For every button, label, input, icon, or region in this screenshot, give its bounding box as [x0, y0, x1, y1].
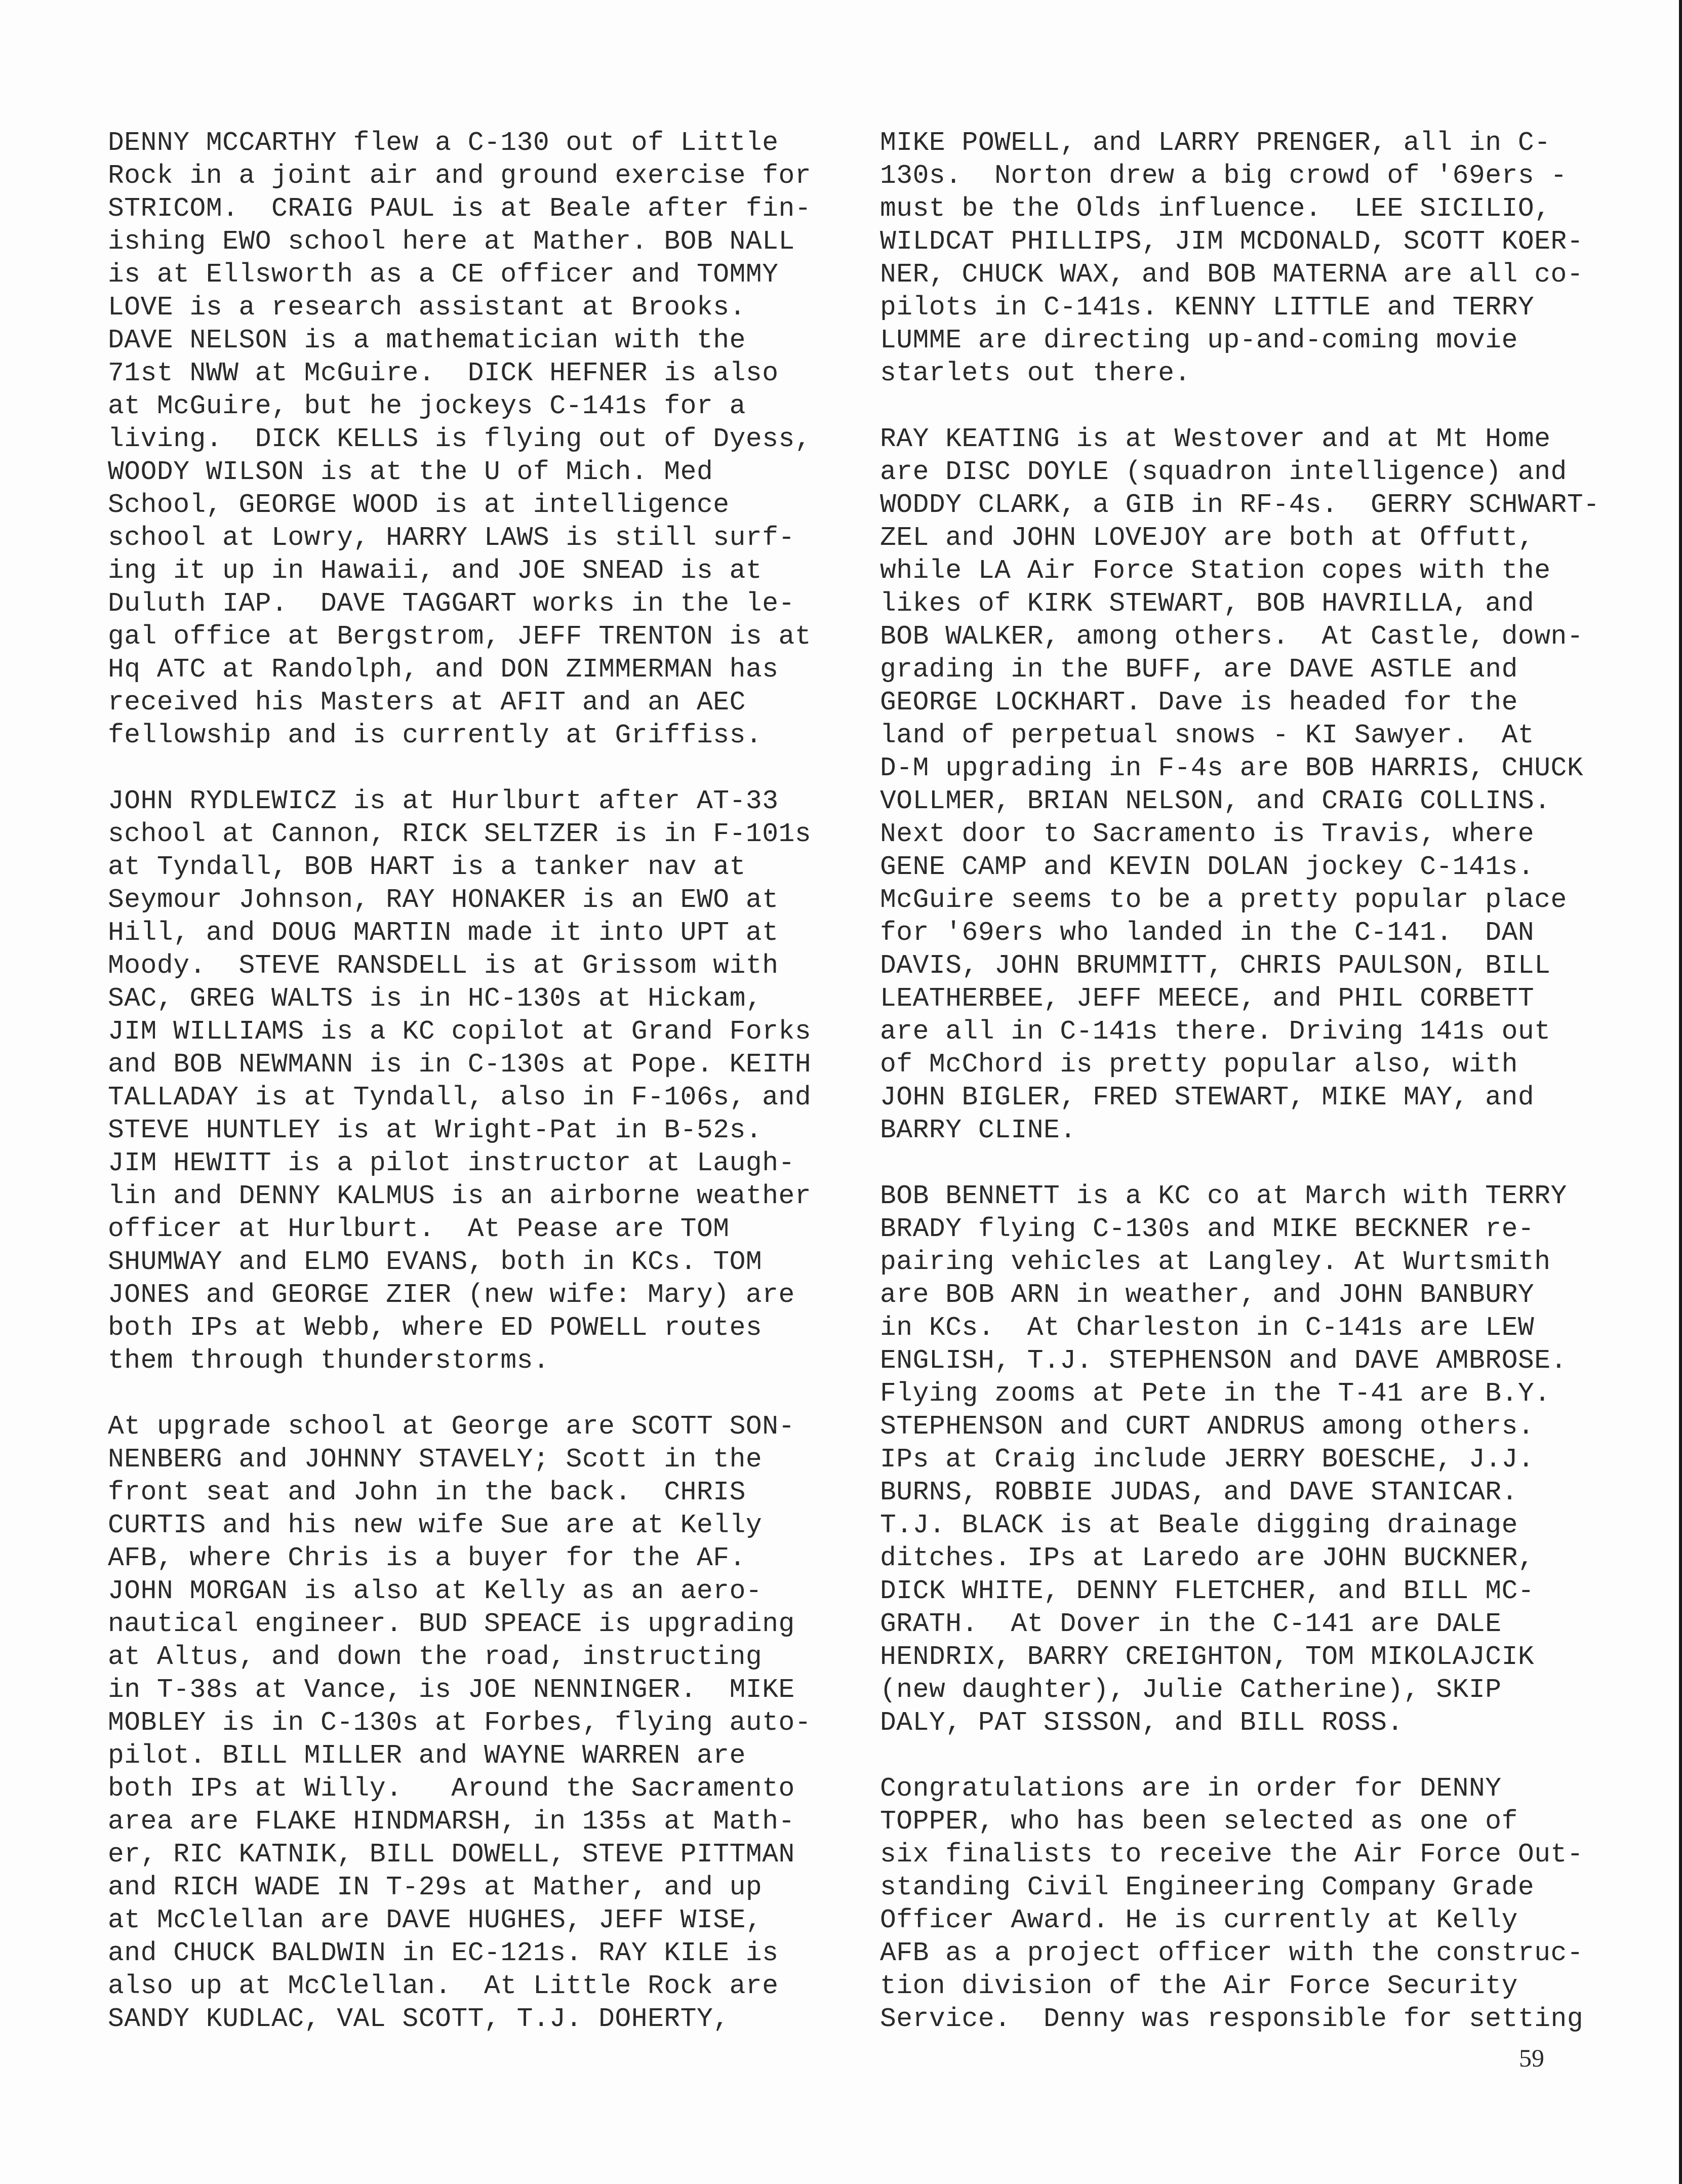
text-line: and BOB NEWMANN is in C-130s at Pope. KEITH [108, 1049, 812, 1080]
text-line: Duluth IAP. DAVE TAGGART works in the le- [108, 588, 795, 619]
text-line: standing Civil Engineering Company Grade [880, 1872, 1535, 1902]
text-line: JOHN BIGLER, FRED STEWART, MIKE MAY, and [880, 1082, 1535, 1113]
text-line: ENGLISH, T.J. STEPHENSON and DAVE AMBROSE. [880, 1345, 1567, 1376]
text-line: pairing vehicles at Langley. At Wurtsmith [880, 1247, 1551, 1277]
text-line: LUMME are directing up-and-coming movie [880, 325, 1518, 355]
text-line: and RICH WADE IN T-29s at Mather, and up [108, 1872, 763, 1902]
text-line: T.J. BLACK is at Beale digging drainage [880, 1510, 1518, 1540]
text-line: JIM WILLIAMS is a KC copilot at Grand Forks [108, 1016, 812, 1047]
text-line: ishing EWO school here at Mather. BOB NALL [108, 226, 795, 257]
text-line: 71st NWW at McGuire. DICK HEFNER is also [108, 358, 779, 388]
text-line: DAVIS, JOHN BRUMMITT, CHRIS PAULSON, BILL [880, 950, 1551, 981]
text-line: school at Cannon, RICK SELTZER is in F-101s [108, 819, 812, 849]
text-line: (new daughter), Julie Catherine), SKIP [880, 1675, 1502, 1705]
text-line: are BOB ARN in weather, and JOHN BANBURY [880, 1280, 1535, 1310]
text-line: TALLADAY is at Tyndall, also in F-106s, and [108, 1082, 812, 1113]
text-line: BRADY flying C-130s and MIKE BECKNER re- [880, 1214, 1535, 1244]
text-line: Hq ATC at Randolph, and DON ZIMMERMAN has [108, 654, 779, 685]
text-line: BOB WALKER, among others. At Castle, down- [880, 621, 1584, 652]
text-line: D-M upgrading in F-4s are BOB HARRIS, CHUCK [880, 753, 1584, 783]
paragraph [880, 423, 1599, 1147]
text-line: VOLLMER, BRIAN NELSON, and CRAIG COLLINS. [880, 786, 1551, 816]
text-line: Seymour Johnson, RAY HONAKER is an EWO at [108, 885, 779, 915]
text-line: grading in the BUFF, are DAVE ASTLE and [880, 654, 1518, 685]
paragraph [880, 127, 1599, 390]
text-line: officer at Hurlburt. At Pease are TOM [108, 1214, 730, 1244]
text-line: WOODY WILSON is at the U of Mich. Med [108, 457, 713, 487]
text-line: in KCs. At Charleston in C-141s are LEW [880, 1313, 1535, 1343]
text-line: starlets out there. [880, 358, 1191, 388]
text-line: LOVE is a research assistant at Brooks. [108, 292, 746, 323]
text-line: must be the Olds influence. LEE SICILIO, [880, 193, 1551, 224]
text-line: MOBLEY is in C-130s at Forbes, flying auto- [108, 1708, 812, 1738]
text-line: school at Lowry, HARRY LAWS is still surf- [108, 523, 795, 553]
text-line: SANDY KUDLAC, VAL SCOTT, T.J. DOHERTY, [108, 2004, 730, 2034]
text-line: TOPPER, who has been selected as one of [880, 1806, 1518, 1837]
text-line: are DISC DOYLE (squadron intelligence) and [880, 457, 1567, 487]
text-line: BOB BENNETT is a KC co at March with TERRY [880, 1181, 1567, 1211]
text-line: land of perpetual snows - KI Sawyer. At [880, 720, 1535, 750]
page-edge [1679, 0, 1682, 2184]
text-line: Moody. STEVE RANSDELL is at Grissom with [108, 950, 779, 981]
text-line: at Altus, and down the road, instructing [108, 1642, 763, 1672]
text-line: JONES and GEORGE ZIER (new wife: Mary) are [108, 1280, 795, 1310]
text-line: six finalists to receive the Air Force Out- [880, 1839, 1584, 1870]
text-line: likes of KIRK STEWART, BOB HAVRILLA, and [880, 588, 1535, 619]
text-line: WILDCAT PHILLIPS, JIM MCDONALD, SCOTT KOER- [880, 226, 1584, 257]
paragraph [108, 127, 827, 752]
text-line: STEVE HUNTLEY is at Wright-Pat in B-52s. [108, 1115, 763, 1145]
text-line: at McClellan are DAVE HUGHES, JEFF WISE, [108, 1905, 763, 1935]
text-line: Rock in a joint air and ground exercise for [108, 161, 812, 191]
text-line: Hill, and DOUG MARTIN made it into UPT at [108, 918, 779, 948]
text-line: pilots in C-141s. KENNY LITTLE and TERRY [880, 292, 1535, 323]
text-line: 130s. Norton drew a big crowd of '69ers - [880, 161, 1567, 191]
paragraph [880, 1180, 1599, 1739]
text-line: STRICOM. CRAIG PAUL is at Beale after fin- [108, 193, 812, 224]
text-line: WODDY CLARK, a GIB in RF-4s. GERRY SCHWART- [880, 490, 1600, 520]
text-line: NER, CHUCK WAX, and BOB MATERNA are all co- [880, 259, 1584, 290]
text-line: fellowship and is currently at Griffiss. [108, 720, 763, 750]
text-line: STEPHENSON and CURT ANDRUS among others. [880, 1411, 1535, 1442]
text-line: of McChord is pretty popular also, with [880, 1049, 1518, 1080]
text-line: DENNY MCCARTHY flew a C-130 out of Little [108, 128, 779, 158]
text-line: while LA Air Force Station copes with the [880, 555, 1551, 586]
text-line: front seat and John in the back. CHRIS [108, 1477, 746, 1507]
text-line: tion division of the Air Force Security [880, 1971, 1518, 2001]
text-line: At upgrade school at George are SCOTT SON- [108, 1411, 795, 1442]
text-line: are all in C-141s there. Driving 141s out [880, 1016, 1551, 1047]
text-line: nautical engineer. BUD SPEACE is upgrading [108, 1609, 795, 1639]
text-line: CURTIS and his new wife Sue are at Kelly [108, 1510, 763, 1540]
text-line: DICK WHITE, DENNY FLETCHER, and BILL MC- [880, 1576, 1535, 1606]
text-line: AFB, where Chris is a buyer for the AF. [108, 1543, 746, 1573]
text-line: BURNS, ROBBIE JUDAS, and DAVE STANICAR. [880, 1477, 1518, 1507]
text-line: living. DICK KELLS is flying out of Dyess, [108, 424, 812, 454]
page-number: 59 [1519, 2044, 1544, 2072]
text-line: at McGuire, but he jockeys C-141s for a [108, 391, 746, 421]
text-line: area are FLAKE HINDMARSH, in 135s at Math- [108, 1806, 795, 1837]
text-line: Service. Denny was responsible for setting [880, 2004, 1584, 2034]
text-line: Next door to Sacramento is Travis, where [880, 819, 1535, 849]
text-line: received his Masters at AFIT and an AEC [108, 687, 746, 718]
text-line: also up at McClellan. At Little Rock are [108, 1971, 779, 2001]
text-line: lin and DENNY KALMUS is an airborne weather [108, 1181, 812, 1211]
text-line: DAVE NELSON is a mathematician with the [108, 325, 746, 355]
text-line: DALY, PAT SISSON, and BILL ROSS. [880, 1708, 1404, 1738]
text-line: is at Ellsworth as a CE officer and TOMMY [108, 259, 779, 290]
text-line: AFB as a project officer with the construc- [880, 1938, 1584, 1968]
text-line: HENDRIX, BARRY CREIGHTON, TOM MIKOLAJCIK [880, 1642, 1535, 1672]
text-line: them through thunderstorms. [108, 1345, 550, 1376]
text-line: GEORGE LOCKHART. Dave is headed for the [880, 687, 1518, 718]
text-line: IPs at Craig include JERRY BOESCHE, J.J. [880, 1444, 1535, 1475]
text-line: JIM HEWITT is a pilot instructor at Laugh- [108, 1148, 795, 1178]
text-line: ZEL and JOHN LOVEJOY are both at Offutt, [880, 523, 1535, 553]
text-line: SAC, GREG WALTS is in HC-130s at Hickam, [108, 983, 763, 1014]
text-line: SHUMWAY and ELMO EVANS, both in KCs. TOM [108, 1247, 763, 1277]
right-column [880, 127, 1599, 2069]
text-line: both IPs at Willy. Around the Sacramento [108, 1773, 795, 1804]
text-line: gal office at Bergstrom, JEFF TRENTON is at [108, 621, 812, 652]
text-line: Flying zooms at Pete in the T-41 are B.Y. [880, 1378, 1551, 1409]
text-line: ing it up in Hawaii, and JOE SNEAD is at [108, 555, 763, 586]
text-line: both IPs at Webb, where ED POWELL routes [108, 1313, 763, 1343]
text-line: pilot. BILL MILLER and WAYNE WARREN are [108, 1740, 746, 1771]
text-line: McGuire seems to be a pretty popular place [880, 885, 1567, 915]
text-line: GENE CAMP and KEVIN DOLAN jockey C-141s. [880, 852, 1535, 882]
text-line: and CHUCK BALDWIN in EC-121s. RAY KILE is [108, 1938, 779, 1968]
text-line: School, GEORGE WOOD is at intelligence [108, 490, 730, 520]
text-line: JOHN RYDLEWICZ is at Hurlburt after AT-33 [108, 786, 779, 816]
text-line: ditches. IPs at Laredo are JOHN BUCKNER, [880, 1543, 1535, 1573]
text-line: RAY KEATING is at Westover and at Mt Home [880, 424, 1551, 454]
left-column [108, 127, 827, 2069]
text-line: BARRY CLINE. [880, 1115, 1076, 1145]
text-line: at Tyndall, BOB HART is a tanker nav at [108, 852, 746, 882]
text-line: Officer Award. He is currently at Kelly [880, 1905, 1518, 1935]
text-line: NENBERG and JOHNNY STAVELY; Scott in the [108, 1444, 763, 1475]
text-line: MIKE POWELL, and LARRY PRENGER, all in C- [880, 128, 1551, 158]
text-line: GRATH. At Dover in the C-141 are DALE [880, 1609, 1502, 1639]
text-line: LEATHERBEE, JEFF MEECE, and PHIL CORBETT [880, 983, 1535, 1014]
paragraph [108, 785, 827, 1377]
text-line: for '69ers who landed in the C-141. DAN [880, 918, 1535, 948]
text-line: Congratulations are in order for DENNY [880, 1773, 1502, 1804]
text-line: JOHN MORGAN is also at Kelly as an aero- [108, 1576, 763, 1606]
text-line: in T-38s at Vance, is JOE NENNINGER. MIKE [108, 1675, 795, 1705]
paragraph [108, 1410, 827, 2036]
text-line: er, RIC KATNIK, BILL DOWELL, STEVE PITTMAN [108, 1839, 795, 1870]
paragraph [880, 1772, 1599, 2036]
